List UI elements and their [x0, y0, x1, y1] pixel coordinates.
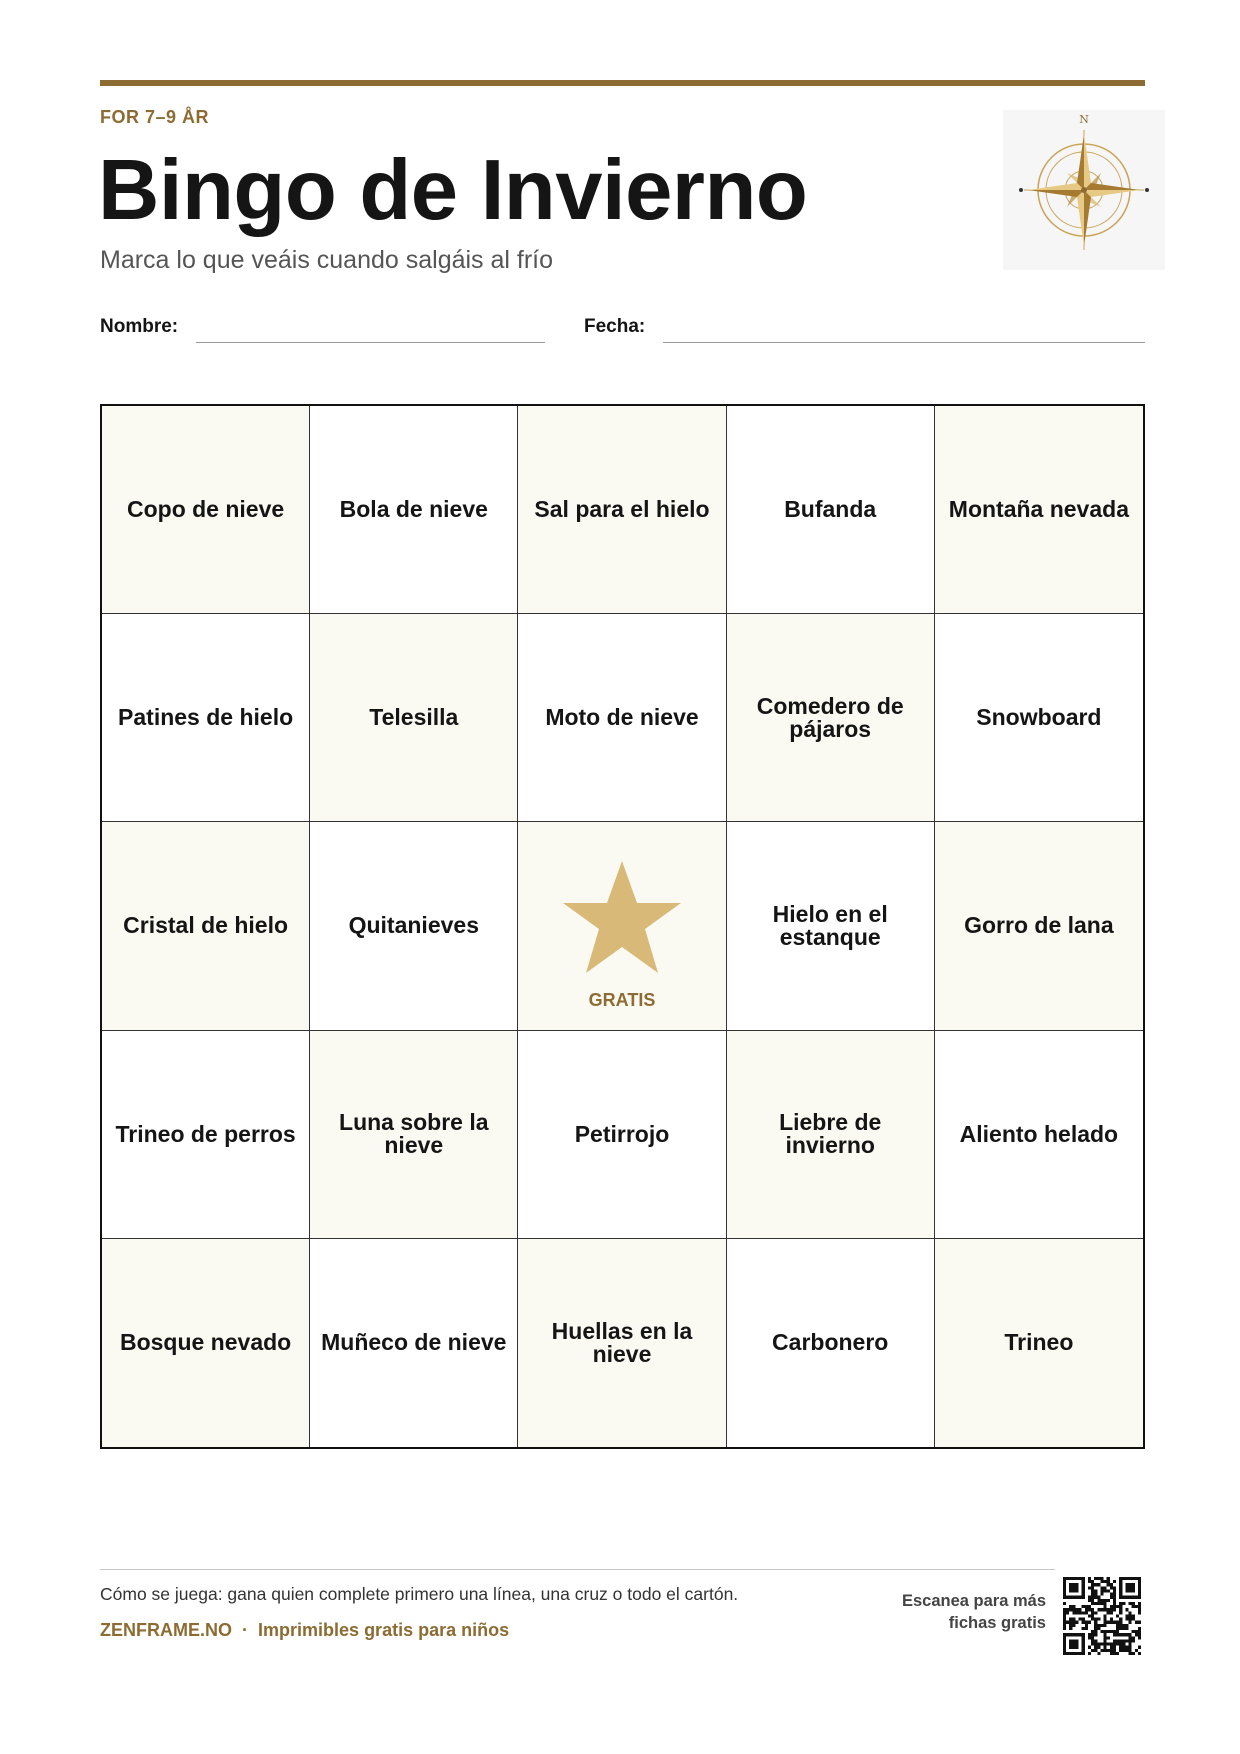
qr-code-icon[interactable]: [1063, 1577, 1141, 1655]
bingo-cell[interactable]: Luna sobre la nieve: [310, 1031, 518, 1239]
how-to-play: Cómo se juega: gana quien complete primero una línea, una cruz o todo el cartón.: [100, 1584, 739, 1604]
compass-icon: [1003, 110, 1165, 270]
subtitle: Marca lo que veáis cuando salgáis al frío: [100, 246, 554, 274]
brand-name[interactable]: ZENFRAME.NO: [100, 1620, 232, 1640]
free-cell[interactable]: [518, 822, 726, 1030]
date-field[interactable]: [663, 342, 1145, 343]
name-label: Nombre:: [100, 316, 179, 337]
name-field[interactable]: [196, 342, 545, 343]
brand-line: [100, 1620, 509, 1641]
bingo-cell[interactable]: Telesilla: [310, 614, 518, 822]
age-label: FOR 7–9 ÅR: [100, 107, 210, 127]
scan-line-2: fichas gratis: [948, 1614, 1046, 1633]
bingo-cell[interactable]: Quitanieves: [310, 822, 518, 1030]
bingo-cell[interactable]: Trineo: [935, 1239, 1143, 1447]
bingo-cell[interactable]: Bosque nevado: [102, 1239, 310, 1447]
svg-text:N: N: [1079, 113, 1089, 126]
bingo-cell[interactable]: Copo de nieve: [102, 406, 310, 614]
bingo-cell[interactable]: Petirrojo: [518, 1031, 726, 1239]
bingo-cell[interactable]: Liebre de invierno: [727, 1031, 935, 1239]
bingo-cell[interactable]: Carbonero: [727, 1239, 935, 1447]
bingo-cell[interactable]: Comedero de pájaros: [727, 614, 935, 822]
bingo-cell[interactable]: Patines de hielo: [102, 614, 310, 822]
bingo-cell[interactable]: Hielo en el estanque: [727, 822, 935, 1030]
bingo-cell[interactable]: Bola de nieve: [310, 406, 518, 614]
bingo-cell[interactable]: Montaña nevada: [935, 406, 1143, 614]
separator: ·: [242, 1620, 249, 1640]
star-icon: [559, 857, 685, 977]
bingo-cell[interactable]: Sal para el hielo: [518, 406, 726, 614]
bingo-cell[interactable]: Muñeco de nieve: [310, 1239, 518, 1447]
footer-rule: [100, 1569, 1055, 1570]
top-rule: [100, 80, 1145, 86]
bingo-cell[interactable]: Huellas en la nieve: [518, 1239, 726, 1447]
bingo-cell[interactable]: Moto de nieve: [518, 614, 726, 822]
date-label: Fecha:: [584, 316, 646, 337]
bingo-cell[interactable]: Bufanda: [727, 406, 935, 614]
scan-text: [902, 1590, 1046, 1635]
bingo-cell[interactable]: Trineo de perros: [102, 1031, 310, 1239]
bingo-grid: [100, 404, 1145, 1449]
scan-line-1: Escanea para más: [901, 1592, 1046, 1610]
tagline: Imprimibles gratis para niños: [258, 1620, 510, 1640]
bingo-cell[interactable]: Cristal de hielo: [102, 822, 310, 1030]
free-label: GRATIS: [588, 989, 656, 1010]
bingo-cell[interactable]: Gorro de lana: [935, 822, 1143, 1030]
compass-logo: [1003, 110, 1165, 270]
bingo-cell[interactable]: Snowboard: [935, 614, 1143, 822]
bingo-cell[interactable]: Aliento helado: [935, 1031, 1143, 1239]
page-title: Bingo de Invierno: [98, 143, 808, 238]
